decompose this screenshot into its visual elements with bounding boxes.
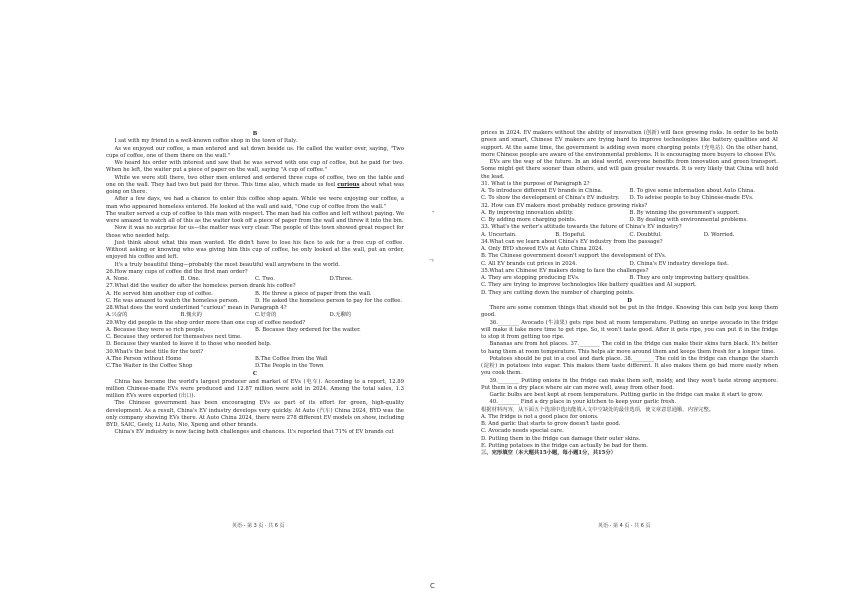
passage-d-blank-36: 36.________ Avocado (牛油果) gets ripe best at room temperature. Putting an unripe avocado in the fridge will make it take more time to get ripe. So, it won't taste good. After it gets ripe, you can put it in the fridge to stop it from getting too ripe. [481, 319, 778, 340]
option: A.兴奋的 [106, 312, 128, 319]
passage-d-blank-40: 40.________ Find a dry place in your kitchen to keep your garlic fresh. [489, 399, 677, 406]
section-3-heading: 三、完形填空（本大题共15小题，每小题1分，共15分） [481, 450, 616, 456]
option: B. They are only improving battery qualities. [629, 275, 750, 281]
margin-mark: C [430, 582, 435, 590]
margin-mark: ᄀ [428, 259, 435, 267]
option: A. None. [106, 276, 130, 282]
option: B.The Coffee from the Wall [255, 355, 328, 362]
section-heading-c: C [252, 371, 258, 378]
passage-c-continued: prices in 2024. EV makers without the ability of innovation (创新) will face growing risks. In order to be both green and smart, Chinese EV makers are trying hard to improve technologies like battery qualities and AI support. At the same time, the government is adding even more charging points (充电站). On the other hand, more Chinese people are aware of the environmental problems. It is encouraging more buyers to choose EVs. [481, 130, 778, 158]
option: C.好奇的 [255, 312, 277, 319]
option: C. Doubtful. [629, 231, 662, 238]
option: D. By dealing with environmental problems. [629, 217, 748, 223]
paragraph-4-text: While we were still there, two other men entered and ordered three cups of coffee, two on the table and one on the wall. They had two but paid for three. This time also, which made us feel [106, 174, 404, 188]
option: A. They are stopping producing EVs. [481, 275, 580, 281]
question-26: 26.How many cups of coffee did the first man order? [106, 268, 248, 275]
passage-d-instruction: 根据材料内容，从下面五个选项中选出能填入文中空缺处的最佳选项，使文章意思通顺、内容完整。 [481, 406, 715, 413]
right-page [481, 130, 778, 457]
option: D. China's EV industry develops fast. [629, 260, 729, 267]
question-32: 32. How can EV makers most probably reduce growing risks? [481, 202, 648, 209]
option: C. By adding more charging points. [481, 217, 577, 223]
question-27-options-cd [106, 298, 404, 305]
option: A. To introduce different EV brands in China. [481, 188, 603, 194]
option: A. Uncertain. [481, 231, 517, 238]
passage-d-blank-38: Potatoes should be put in a cool and dark place. 38.________ The cold in the fridge can change the starch (淀粉) in potatoes into sugar. This makes them taste different. It also makes them go bad more easily when you cook them. [481, 355, 778, 377]
option: C. Two. [255, 276, 275, 282]
question-33-options [481, 232, 778, 239]
question-33: 33. What's the writer's attitude towards the future of China's EV industry? [481, 224, 682, 231]
question-29: 29.Why did people in the shop order more than one cup of coffee needed? [106, 319, 306, 326]
option: D. Because they wanted to leave it to those who needed help. [106, 341, 272, 348]
question-30-options-ab [106, 356, 404, 363]
question-28: 28.What does the word underlined "curious" mean in Paragraph 4? [106, 305, 287, 311]
option: A. Only BYD showed EVs at Auto China 2024. [481, 246, 604, 252]
question-31: 31. What is the purpose of Paragraph 2? [481, 180, 590, 187]
question-32-options-ab [481, 210, 778, 217]
option: D. To advise people to buy Chinese-made EVs. [629, 195, 754, 202]
option: D. Putting them in the fridge can damage their outer skins. [481, 435, 641, 442]
margin-mark: - [432, 208, 435, 216]
option: B. He threw a piece of paper from the wall. [255, 290, 372, 297]
option: A. The fridge is not a good place for onions. [481, 413, 599, 420]
option: C. Because they ordered for themselves next time. [106, 334, 242, 340]
question-28-options [106, 312, 404, 319]
passage-c-paragraph-3: China's EV industry is now facing both challenges and chances. It's reported that 71% of EV brands cut [114, 429, 394, 436]
option: B. Hopeful. [555, 231, 586, 238]
question-34-options-cd [481, 261, 778, 268]
question-32-options-cd [481, 217, 778, 224]
option: C. They are trying to improve technologies like battery qualities and AI support. [481, 282, 697, 289]
option: B. To give some information about Auto China. [629, 188, 756, 194]
option: C.The Waiter in the Coffee Shop [106, 363, 193, 369]
paragraph-4-end: about what was going on there. [106, 181, 404, 195]
passage-b-paragraph-2: As we enjoyed our coffee, a man entered and sat down beside us. He called the waiter over, saying, "Two cups of coffee, one of them there on the wall." [106, 145, 404, 159]
option: A. By improving innovation ability. [481, 209, 574, 216]
option: D. Worried. [703, 231, 735, 238]
passage-b-paragraph-5: After a few days, we had a chance to enter this coffee shop again. While we were enjoying our coffee, a man who appeared homeless entered. He looked at the wall and said, "One cup of coffee from the wall." [106, 196, 404, 210]
option: B.愧火的 [180, 312, 202, 319]
option: C. All EV brands cut prices in 2024. [481, 260, 578, 267]
option: D.The People in the Town [255, 363, 324, 369]
section-heading-d: D [627, 297, 632, 304]
left-page [106, 130, 404, 437]
passage-c-paragraph-1: China has become the world's largest producer and market of EVs (电车). According to a report, 12.89 million Chinese-made EVs were produced and 12.87 million were sold in 2024. Among the total sales, 1.3 million EVs were exported (出口). [106, 378, 404, 399]
section-heading-b: B [252, 131, 258, 137]
passage-d-blank-39: 39.________ Putting onions in the fridge can make them soft, moldy, and they won't taste strong anymore. Put them in a dry place where air can move well, away from other food. [481, 377, 778, 391]
option: B. Because they ordered for the waiter. [255, 326, 361, 333]
option: D.无聊的 [329, 312, 352, 319]
option: B. One. [180, 276, 201, 282]
option: C. He was amazed to watch the homeless person. [106, 297, 240, 304]
question-30: 30.What's the best title for the text? [106, 348, 204, 355]
question-31-options-cd [481, 195, 778, 202]
passage-b-paragraph-8: Just think about what this man wanted. He didn't have to lose his face to ask for a free cup of coffee. Without asking or knowing who was giving him this cup of coffee, he only looked at the wall, put an order, enjoyed his coffee and left. [106, 239, 404, 261]
option: D.Three. [329, 276, 353, 282]
option: A.The Person without Home [106, 355, 182, 362]
passage-b-paragraph-4 [106, 175, 404, 197]
question-26-options [106, 276, 404, 283]
option: D. He asked the homeless person to pay for the coffee. [255, 297, 403, 304]
option: B. By winning the government's support. [629, 209, 740, 216]
passage-b-paragraph-7: Now it was no surprise for us—the matter was very clear. The people of this town showed great respect for those who needed help. [106, 225, 404, 239]
option: A. Because they were so rich people. [106, 326, 206, 333]
passage-c-paragraph-5: EVs are the way of the future. In an ideal world, everyone benefits from innovation and green transport. Some might get there sooner than others, and will gain greater rewards. It is very likely that China will hold the lead. [481, 159, 778, 180]
option: B. The Chinese government doesn't support the development of EVs. [481, 253, 667, 260]
option: B. And garlic that starts to grow doesn't taste good. [481, 421, 621, 427]
option: D. They are cutting down the number of charging points. [481, 289, 635, 296]
option: A. He served him another cup of coffee. [106, 290, 213, 297]
page-footer-left: 英语·- 第 3 页 · 共 6 页 [232, 523, 285, 529]
passage-b-paragraph-3: We heard his order with interest and saw that he was served with one cup of coffee, but he paid for two. When he left, the waiter put a piece of paper on the wall, saying "A cup of coffee." [106, 160, 404, 174]
option: E. Putting potatoes in the fridge can actually be bad for them. [481, 442, 648, 449]
question-31-options-ab [481, 188, 778, 195]
question-27-options-ab [106, 291, 404, 298]
passage-d-garlic: Garlic bulbs are best kept at room temperature. Putting garlic in the fridge can make it start to grow. [489, 392, 763, 398]
passage-c-paragraph-2: The Chinese government has been encouraging EVs as part of its effort for green, high-quality development. As a result, China's EV industry develops very quickly. At Auto (汽车) China 2024, BYD was the only company showing EVs there. At Auto China 2024, there were 278 different EV models on show, including BYD, SAIC, Geely, Li Auto, Nio, Xpeng and other brands. [106, 400, 404, 428]
passage-b-paragraph-1: I sat with my friend in a well-known coffee shop in the town of Italy. [114, 138, 298, 145]
question-27: 27.What did the waiter do after the homeless person drank his coffee? [106, 283, 296, 290]
question-29-options-ab [106, 327, 404, 334]
passage-b-paragraph-6: The waiter served a cup of coffee to this man with respect. The man had his coffee and left without paying. We were amazed to watch all of this as the waiter took off a piece of paper from the wall and threw it into the bin. [106, 210, 404, 224]
passage-d-blank-37: Bananas are from hot places. 37.________ The cold in the fridge can make their skins turn black. It's better to hang them at room temperature. This helps air move around them and keeps them fresh for a longer time. [481, 341, 778, 355]
question-35: 35.What are Chinese EV makers doing to face the challenges? [481, 267, 649, 274]
question-34: 34.What can we learn about China's EV industry from the passage? [481, 238, 663, 245]
question-35-options-ab [481, 275, 778, 282]
passage-b-paragraph-9: It's a truly beautiful thing—probably the most beautiful wall anywhere in the world. [114, 261, 340, 268]
page-footer-right: 英语·- 第 4 页 · 共 6 页 [598, 523, 651, 529]
option: C. To show the development of China's EV industry. [481, 195, 620, 202]
question-30-options-cd [106, 363, 404, 370]
option: C. Avocado needs special care. [481, 428, 564, 435]
passage-d-intro: There are some common things that should not be put in the fridge. Knowing this can help you keep them good. [481, 305, 778, 319]
underlined-word-curious: curious [337, 181, 360, 188]
